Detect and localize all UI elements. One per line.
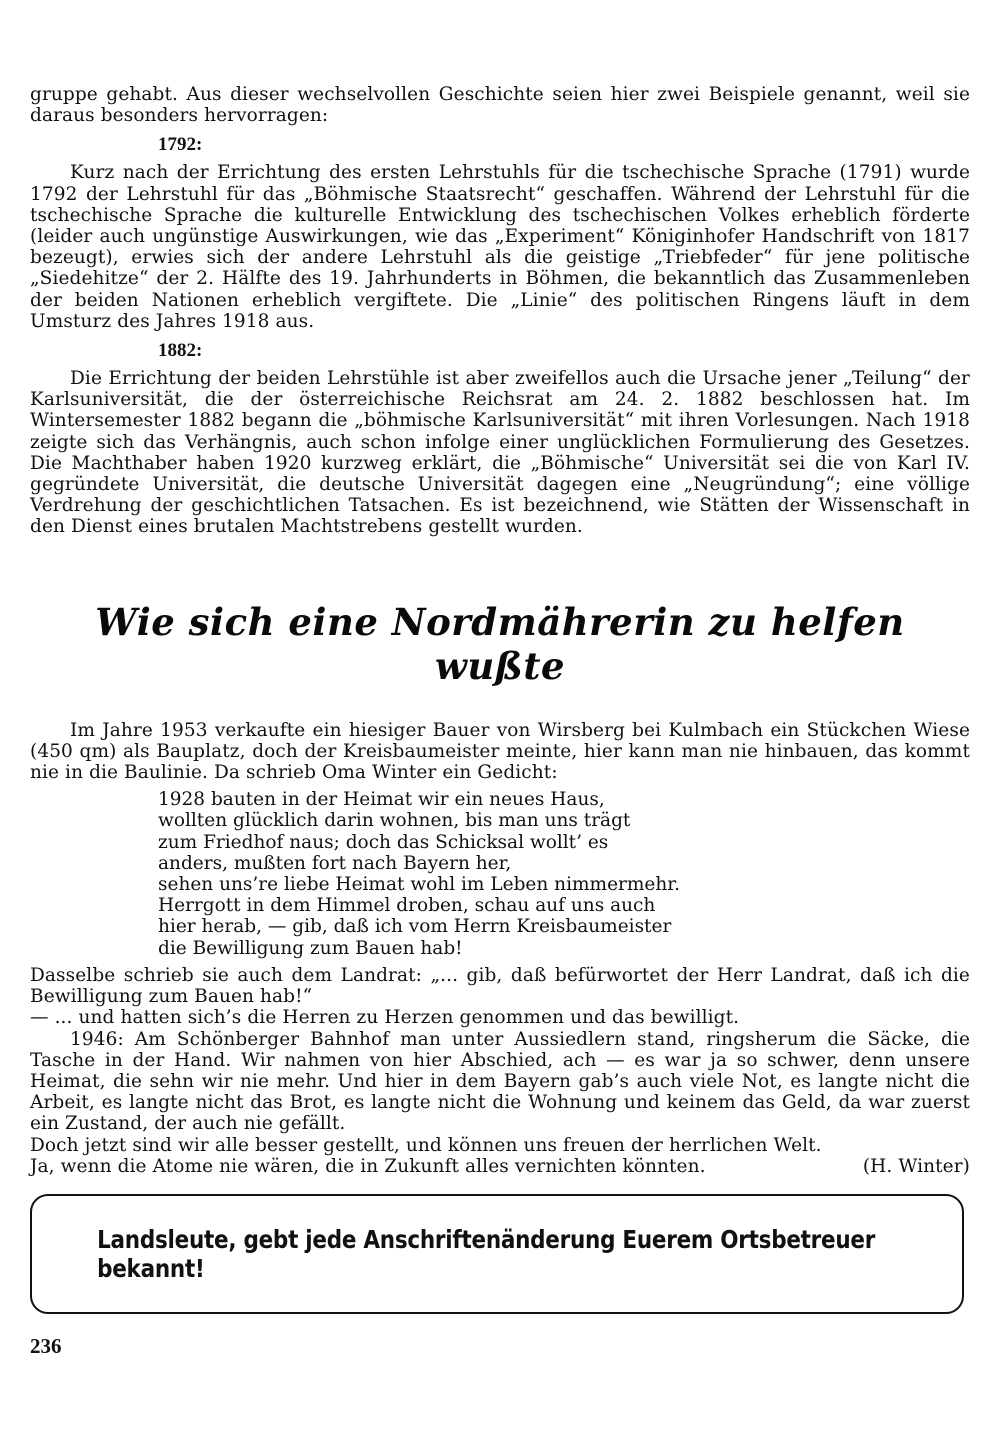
poem-line: die Bewilligung zum Bauen hab! <box>158 937 463 959</box>
intro-paragraph: gruppe gehabt. Aus dieser wechselvollen Geschichte seien hier zwei Beispiele genannt, weil sie daraus besonders hervorragen: <box>30 84 970 127</box>
page-number: 236 <box>30 1334 62 1358</box>
notice-text: Landsleute, gebt jede Anschriftenänderung Euerem Ortsbetreuer bekannt! <box>97 1225 876 1283</box>
poem-line: anders, mußten fort nach Bayern her, <box>158 852 512 874</box>
paragraph-1792: Kurz nach der Errichtung des ersten Lehrstuhls für die tschechische Sprache (1791) wurde 1792 der Lehrstuhl für das „Böhmische Staatsrecht“ geschaffen. Während der Lehrstuhl für die tschechische Sprache die kulturelle Entwicklung des tschechischen Volkes erheblich förderte (leider auch ungünstige Auswirkungen, wie das „Experiment“ Königinhofer Handschrift von 1817 bezeugt), erwies sich der andere Lehrstuhl als die geistige „Triebfeder“ für jene politische „Siedehitze“ der 2. Hälfte des 19. Jahrhunderts in Böhmen, die bekanntlich das Zusammenleben der beiden Nationen erheblich vergiftete. Die „Linie“ des politischen Ringens läuft in dem Umsturz des Jahres 1918 aus. <box>30 162 970 332</box>
year-heading-1882: 1882: <box>158 340 203 362</box>
poem-line: Herrgott in dem Himmel droben, schau auf uns auch <box>158 895 656 917</box>
atom-line: Ja, wenn die Atome nie wären, die in Zukunft alles vernichten könnten. <box>30 1155 706 1177</box>
author-signature: (H. Winter) <box>862 1155 970 1177</box>
article-headline: Wie sich eine Nordmährerin zu helfen wußte <box>95 599 905 688</box>
poem <box>158 789 970 959</box>
poem-line: 1928 bauten in der Heimat wir ein neues Haus, <box>158 789 605 811</box>
paragraph-1946: 1946: Am Schönberger Bahnhof man unter Aussiedlern stand, ringsherum die Säcke, die Tasche in der Hand. Wir nahmen von hier Abschied, ach — es war ja so schwer, denn unsere Heimat, die sehn wir nie mehr. Und hier in dem Bayern gab’s auch viele Not, es langte nicht die Arbeit, es langte nicht das Brot, es langte nicht die Wohnung und keinem das Geld, da war zuerst ein Zustand, der auch nie gefällt. <box>30 1028 970 1135</box>
paragraph-1882: Die Errichtung der beiden Lehrstühle ist aber zweifellos auch die Ursache jener „Teilung“ der Karlsuniversität, die der österreichische Reichsrat am 24. 2. 1882 beschlossen hat. Im Wintersemester 1882 begann die „böhmische Karlsuniversität“ mit ihren Vorlesungen. Nach 1918 zeigte sich das Verhängnis, auch schon infolge einer unglücklichen Formulierung des Gesetzes. Die Machthaber haben 1920 kurzweg erklärt, die „Böhmische“ Universität sei die von Karl IV. gegründete Universität, die deutsche Universität dagegen eine „Neugründung“; eine völlige Verdrehung der geschichtlichen Tatsachen. Es ist bezeichnend, wie Stätten der Wissenschaft in den Dienst eines brutalen Machtstrebens gestellt wurden. <box>30 368 970 538</box>
page-content <box>30 84 970 1177</box>
year-heading-1792: 1792: <box>158 134 203 156</box>
poem-line: zum Friedhof naus; doch das Schicksal wollt’ es <box>158 831 609 853</box>
final-line <box>30 1156 970 1177</box>
closing-line: Doch jetzt sind wir alle besser gestellt, und können uns freuen der herrlichen Welt. <box>30 1134 822 1156</box>
story-paragraph: Im Jahre 1953 verkaufte ein hiesiger Bauer von Wirsberg bei Kulmbach ein Stückchen Wiese (450 qm) als Bauplatz, doch der Kreisbaumeister meinte, hier kann man nie hinbauen, das kommt nie in die Baulinie. Da schrieb Oma Winter ein Gedicht: <box>30 719 970 784</box>
poem-line: wollten glücklich darin wohnen, bis man uns trägt <box>158 810 631 832</box>
poem-line: sehen uns’re liebe Heimat wohl im Leben nimmermehr. <box>158 874 680 896</box>
poem-line: hier herab, — gib, daß ich vom Herrn Kreisbaumeister <box>158 916 672 938</box>
address-change-notice-box <box>30 1194 964 1314</box>
landrat-paragraph: Dasselbe schrieb sie auch dem Landrat: „... gib, daß befürwortet der Herr Landrat, daß ich die Bewilligung zum Bauen hab!“ <box>30 964 970 1008</box>
approval-line: — ... und hatten sich’s die Herren zu Herzen genommen und das bewilligt. <box>30 1007 740 1029</box>
